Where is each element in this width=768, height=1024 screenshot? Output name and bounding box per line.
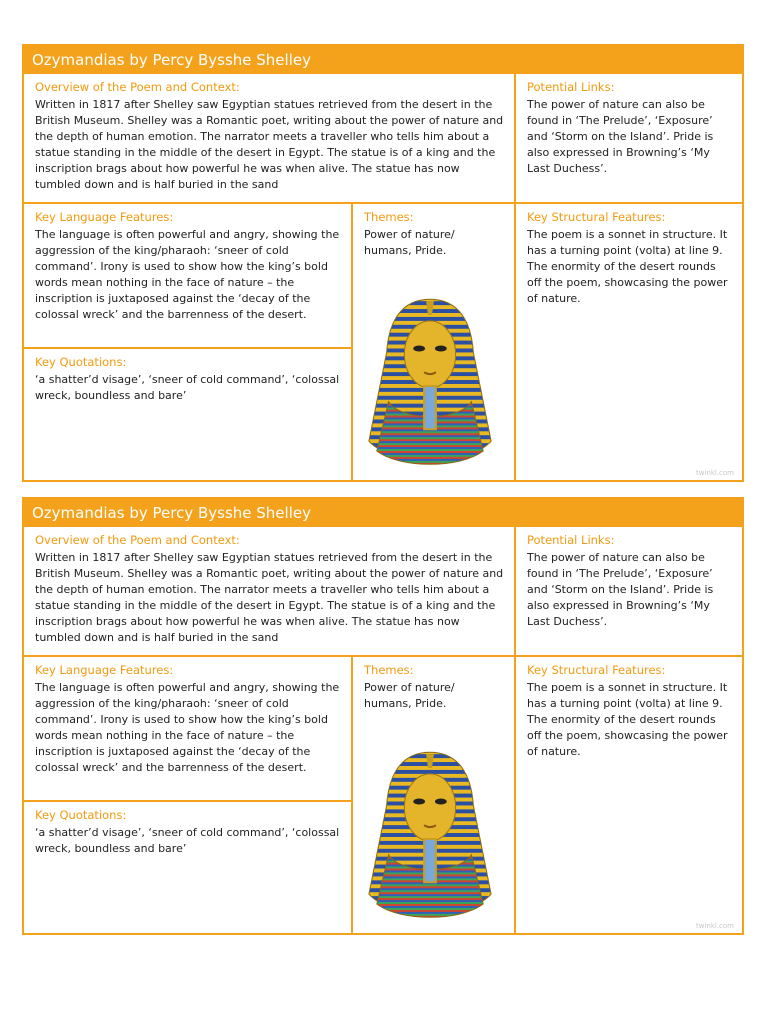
quotations-section <box>24 347 353 480</box>
links-heading: Potential Links: <box>527 533 615 547</box>
themes-heading: Themes: <box>364 663 414 677</box>
language-heading: Key Language Features: <box>35 663 174 677</box>
language-text: The language is often powerful and angry, showing the aggression of the king/pharaoh: ‘sneer of cold command’. Irony is used to show how the king’s bold words mean nothing in the face of nature – the inscription is juxtaposed against the ‘decay of the colossal wreck’ and the barrenness of the desert. <box>35 228 340 321</box>
themes-text: Power of nature/ humans, Pride. <box>364 681 455 710</box>
overview-section <box>24 527 516 655</box>
language-section <box>24 202 353 347</box>
links-text: The power of nature can also be found in ‘The Prelude’, ‘Exposure’ and ‘Storm on the Island’. Pride is also expressed in Browning’s ‘My Last Duchess’. <box>527 551 714 628</box>
overview-heading: Overview of the Poem and Context: <box>35 533 240 547</box>
card-title: Ozymandias by Percy Bysshe Shelley <box>24 46 742 74</box>
quotations-section <box>24 800 353 933</box>
overview-text: Written in 1817 after Shelley saw Egyptian statues retrieved from the desert in the British Museum. Shelley was a Romantic poet, writing about the power of nature and the depth of human emotion. The narrator meets a traveller who tells him about a statue standing in the middle of the desert in Egypt. The statue is of a king and the inscription brags about how powerful he was when alive. The statue has now tumbled down and is half buried in the sand <box>35 551 504 644</box>
quotations-heading: Key Quotations: <box>35 355 127 369</box>
pharaoh-mask-image <box>361 292 499 472</box>
overview-heading: Overview of the Poem and Context: <box>35 80 240 94</box>
links-section <box>516 527 742 655</box>
structure-section <box>516 202 742 480</box>
links-heading: Potential Links: <box>527 80 615 94</box>
overview-text: Written in 1817 after Shelley saw Egyptian statues retrieved from the desert in the British Museum. Shelley was a Romantic poet, writing about the power of nature and the depth of human emotion. The narrator meets a traveller who tells him about a statue standing in the middle of the desert in Egypt. The statue is of a king and the inscription brags about how powerful he was when alive. The statue has now tumbled down and is half buried in the sand <box>35 98 504 191</box>
quotations-text: ‘a shatter’d visage’, ‘sneer of cold command’, ‘colossal wreck, boundless and bare’ <box>35 373 340 402</box>
themes-section <box>353 202 516 480</box>
knowledge-organiser-card <box>22 497 744 935</box>
pharaoh-mask-image <box>361 745 499 925</box>
structure-section <box>516 655 742 933</box>
quotations-heading: Key Quotations: <box>35 808 127 822</box>
structure-heading: Key Structural Features: <box>527 210 666 224</box>
themes-heading: Themes: <box>364 210 414 224</box>
language-heading: Key Language Features: <box>35 210 174 224</box>
watermark: twinkl.com <box>695 922 734 930</box>
quotations-text: ‘a shatter’d visage’, ‘sneer of cold command’, ‘colossal wreck, boundless and bare’ <box>35 826 340 855</box>
themes-section <box>353 655 516 933</box>
themes-text: Power of nature/ humans, Pride. <box>364 228 455 257</box>
language-section <box>24 655 353 800</box>
structure-heading: Key Structural Features: <box>527 663 666 677</box>
structure-text: The poem is a sonnet in structure. It has a turning point (volta) at line 9. The enormity of the desert rounds off the poem, showcasing the power of nature. <box>527 228 728 305</box>
overview-section <box>24 74 516 202</box>
knowledge-organiser-card <box>22 44 744 482</box>
card-title: Ozymandias by Percy Bysshe Shelley <box>24 499 742 527</box>
links-section <box>516 74 742 202</box>
structure-text: The poem is a sonnet in structure. It has a turning point (volta) at line 9. The enormity of the desert rounds off the poem, showcasing the power of nature. <box>527 681 728 758</box>
links-text: The power of nature can also be found in ‘The Prelude’, ‘Exposure’ and ‘Storm on the Island’. Pride is also expressed in Browning’s ‘My Last Duchess’. <box>527 98 714 175</box>
watermark: twinkl.com <box>695 469 734 477</box>
language-text: The language is often powerful and angry, showing the aggression of the king/pharaoh: ‘sneer of cold command’. Irony is used to show how the king’s bold words mean nothing in the face of nature – the inscription is juxtaposed against the ‘decay of the colossal wreck’ and the barrenness of the desert. <box>35 681 340 774</box>
